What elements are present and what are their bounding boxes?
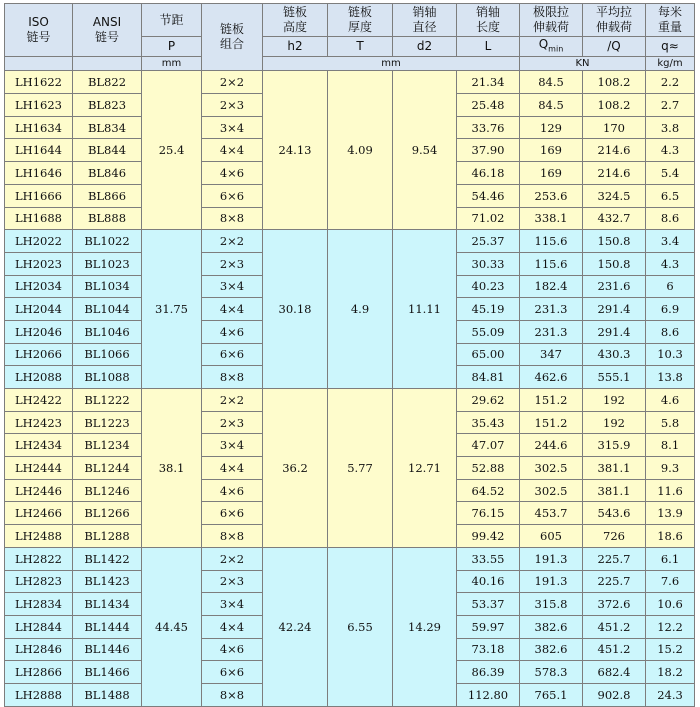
iso-chain-number: LH1634: [5, 116, 73, 139]
qmin-sub: min: [548, 44, 564, 54]
iso-chain-number: LH2866: [5, 661, 73, 684]
average-load-value: 192: [583, 389, 646, 412]
weight-value: 6: [646, 275, 695, 298]
plate-combination: 6×6: [202, 502, 263, 525]
ansi-chain-number: BL846: [73, 162, 142, 185]
header-iso: ISO 链号: [5, 4, 73, 57]
header-average-load-symbol: /Q: [583, 37, 646, 57]
plate-combination: 2×2: [202, 547, 263, 570]
pin-length-value: 84.81: [457, 366, 520, 389]
plate-combination: 6×6: [202, 343, 263, 366]
weight-value: 13.9: [646, 502, 695, 525]
weight-value: 7.6: [646, 570, 695, 593]
pin-length-value: 47.07: [457, 434, 520, 457]
ansi-chain-number: BL1422: [73, 547, 142, 570]
ansi-chain-number: BL834: [73, 116, 142, 139]
header-pitch: 节距: [142, 4, 202, 37]
average-load-value: 430.3: [583, 343, 646, 366]
plate-combination: 2×3: [202, 411, 263, 434]
ultimate-load-value: 84.5: [520, 94, 583, 117]
plate-combination: 2×3: [202, 94, 263, 117]
average-load-value: 291.4: [583, 298, 646, 321]
iso-chain-number: LH2844: [5, 615, 73, 638]
ansi-chain-number: BL1223: [73, 411, 142, 434]
ultimate-load-value: 244.6: [520, 434, 583, 457]
pin-length-value: 33.76: [457, 116, 520, 139]
average-load-value: 231.6: [583, 275, 646, 298]
ultimate-load-value: 315.8: [520, 593, 583, 616]
pitch-value: 38.1: [142, 389, 202, 548]
ansi-chain-number: BL822: [73, 71, 142, 94]
average-load-value: 451.2: [583, 638, 646, 661]
ultimate-load-value: 765.1: [520, 683, 583, 706]
plate-combination: 3×4: [202, 593, 263, 616]
plate-thickness-value: 5.77: [328, 389, 393, 548]
ansi-chain-number: BL1444: [73, 615, 142, 638]
plate-combination: 6×6: [202, 661, 263, 684]
pin-length-value: 55.09: [457, 320, 520, 343]
header-plate-height: 链板 高度: [263, 4, 328, 37]
weight-value: 5.4: [646, 162, 695, 185]
pitch-value: 25.4: [142, 71, 202, 230]
header-unit-empty-ansi: [73, 57, 142, 71]
pin-length-value: 37.90: [457, 139, 520, 162]
weight-value: 3.4: [646, 230, 695, 253]
plate-combination: 4×4: [202, 298, 263, 321]
header-ultimate-load: 极限拉 伸载荷: [520, 4, 583, 37]
iso-chain-number: LH2846: [5, 638, 73, 661]
weight-value: 2.2: [646, 71, 695, 94]
header-weight: 每米 重量: [646, 4, 695, 37]
pin-length-value: 21.34: [457, 71, 520, 94]
weight-value: 18.6: [646, 525, 695, 548]
plate-combination: 4×4: [202, 457, 263, 480]
plate-height-value: 30.18: [263, 230, 328, 389]
header-pitch-symbol: P: [142, 37, 202, 57]
average-load-value: 543.6: [583, 502, 646, 525]
pin-length-value: 45.19: [457, 298, 520, 321]
ansi-chain-number: BL1423: [73, 570, 142, 593]
pin-length-value: 35.43: [457, 411, 520, 434]
header-ansi: ANSI 链号: [73, 4, 142, 57]
iso-chain-number: LH2046: [5, 320, 73, 343]
header-weight-symbol: q≈: [646, 37, 695, 57]
ansi-chain-number: BL1244: [73, 457, 142, 480]
ultimate-load-value: 382.6: [520, 615, 583, 638]
plate-combination: 8×8: [202, 525, 263, 548]
iso-chain-number: LH1666: [5, 184, 73, 207]
header-pin-diameter-symbol: d2: [393, 37, 457, 57]
plate-height-value: 42.24: [263, 547, 328, 706]
pin-length-value: 59.97: [457, 615, 520, 638]
average-load-value: 451.2: [583, 615, 646, 638]
ansi-chain-number: BL1234: [73, 434, 142, 457]
weight-value: 11.6: [646, 479, 695, 502]
iso-chain-number: LH2022: [5, 230, 73, 253]
average-load-value: 682.4: [583, 661, 646, 684]
ultimate-load-value: 115.6: [520, 252, 583, 275]
ansi-chain-number: BL1066: [73, 343, 142, 366]
ultimate-load-value: 453.7: [520, 502, 583, 525]
plate-height-value: 36.2: [263, 389, 328, 548]
weight-value: 5.8: [646, 411, 695, 434]
plate-combination: 3×4: [202, 275, 263, 298]
pin-length-value: 40.16: [457, 570, 520, 593]
pin-length-value: 65.00: [457, 343, 520, 366]
pin-length-value: 30.33: [457, 252, 520, 275]
header-kn-unit: KN: [520, 57, 646, 71]
pin-length-value: 76.15: [457, 502, 520, 525]
plate-combination: 2×2: [202, 389, 263, 412]
pitch-value: 31.75: [142, 230, 202, 389]
table-row: [5, 71, 695, 94]
weight-value: 13.8: [646, 366, 695, 389]
average-load-value: 170: [583, 116, 646, 139]
ansi-chain-number: BL866: [73, 184, 142, 207]
ultimate-load-value: 182.4: [520, 275, 583, 298]
ultimate-load-value: 347: [520, 343, 583, 366]
header-plate-thickness: 链板 厚度: [328, 4, 393, 37]
average-load-value: 324.5: [583, 184, 646, 207]
average-load-value: 432.7: [583, 207, 646, 230]
plate-combination: 2×3: [202, 252, 263, 275]
plate-thickness-value: 4.09: [328, 71, 393, 230]
pin-length-value: 29.62: [457, 389, 520, 412]
plate-combination: 2×3: [202, 570, 263, 593]
pin-length-value: 99.42: [457, 525, 520, 548]
average-load-value: 214.6: [583, 162, 646, 185]
pin-length-value: 40.23: [457, 275, 520, 298]
iso-chain-number: LH2088: [5, 366, 73, 389]
iso-chain-number: LH2834: [5, 593, 73, 616]
average-load-value: 225.7: [583, 570, 646, 593]
pin-length-value: 25.37: [457, 230, 520, 253]
plate-combination: 4×6: [202, 320, 263, 343]
iso-chain-number: LH2446: [5, 479, 73, 502]
iso-chain-number: LH2466: [5, 502, 73, 525]
ansi-chain-number: BL1034: [73, 275, 142, 298]
header-mm-unit: mm: [263, 57, 520, 71]
weight-value: 4.3: [646, 252, 695, 275]
iso-chain-number: LH1646: [5, 162, 73, 185]
header-average-load: 平均拉 伸载荷: [583, 4, 646, 37]
plate-combination: 4×6: [202, 479, 263, 502]
ansi-chain-number: BL844: [73, 139, 142, 162]
ultimate-load-value: 191.3: [520, 570, 583, 593]
average-load-value: 150.8: [583, 252, 646, 275]
average-load-value: 555.1: [583, 366, 646, 389]
table-body: [5, 71, 695, 706]
plate-combination: 4×4: [202, 615, 263, 638]
weight-value: 6.1: [646, 547, 695, 570]
plate-combination: 8×8: [202, 366, 263, 389]
ansi-chain-number: BL888: [73, 207, 142, 230]
average-load-value: 726: [583, 525, 646, 548]
qmin-q: Q: [538, 37, 549, 51]
chain-spec-table: [4, 3, 695, 707]
iso-chain-number: LH2488: [5, 525, 73, 548]
ansi-chain-number: BL1246: [73, 479, 142, 502]
ultimate-load-value: 302.5: [520, 457, 583, 480]
iso-chain-number: LH2034: [5, 275, 73, 298]
plate-combination: 8×8: [202, 683, 263, 706]
ultimate-load-value: 231.3: [520, 320, 583, 343]
iso-chain-number: LH2822: [5, 547, 73, 570]
average-load-value: 291.4: [583, 320, 646, 343]
pin-diameter-value: 9.54: [393, 71, 457, 230]
pin-diameter-value: 14.29: [393, 547, 457, 706]
weight-value: 4.6: [646, 389, 695, 412]
header-pin-length-symbol: L: [457, 37, 520, 57]
pin-diameter-value: 11.11: [393, 230, 457, 389]
iso-chain-number: LH2044: [5, 298, 73, 321]
weight-value: 6.5: [646, 184, 695, 207]
ultimate-load-value: 129: [520, 116, 583, 139]
plate-combination: 2×2: [202, 71, 263, 94]
average-load-value: 108.2: [583, 71, 646, 94]
pin-diameter-value: 12.71: [393, 389, 457, 548]
iso-chain-number: LH1644: [5, 139, 73, 162]
header-plate-height-symbol: h2: [263, 37, 328, 57]
iso-chain-number: LH1622: [5, 71, 73, 94]
header-pin-diameter: 销轴 直径: [393, 4, 457, 37]
ultimate-load-value: 151.2: [520, 389, 583, 412]
plate-combination: 4×6: [202, 638, 263, 661]
ultimate-load-value: 191.3: [520, 547, 583, 570]
weight-value: 24.3: [646, 683, 695, 706]
plate-combination: 3×4: [202, 434, 263, 457]
ansi-chain-number: BL1022: [73, 230, 142, 253]
iso-chain-number: LH2823: [5, 570, 73, 593]
pitch-value: 44.45: [142, 547, 202, 706]
header-pin-length: 销轴 长度: [457, 4, 520, 37]
ansi-chain-number: BL1446: [73, 638, 142, 661]
ansi-chain-number: BL1288: [73, 525, 142, 548]
pin-length-value: 73.18: [457, 638, 520, 661]
header-ultimate-load-symbol: [520, 37, 583, 57]
average-load-value: 108.2: [583, 94, 646, 117]
ultimate-load-value: 605: [520, 525, 583, 548]
weight-value: 10.3: [646, 343, 695, 366]
pin-length-value: 71.02: [457, 207, 520, 230]
iso-chain-number: LH1623: [5, 94, 73, 117]
iso-chain-number: LH2023: [5, 252, 73, 275]
average-load-value: 372.6: [583, 593, 646, 616]
header-unit-empty-iso: [5, 57, 73, 71]
pin-length-value: 53.37: [457, 593, 520, 616]
iso-chain-number: LH1688: [5, 207, 73, 230]
ultimate-load-value: 169: [520, 162, 583, 185]
ultimate-load-value: 84.5: [520, 71, 583, 94]
pin-length-value: 86.39: [457, 661, 520, 684]
pin-length-value: 25.48: [457, 94, 520, 117]
ansi-chain-number: BL1222: [73, 389, 142, 412]
ultimate-load-value: 382.6: [520, 638, 583, 661]
weight-value: 12.2: [646, 615, 695, 638]
header-kgm-unit: kg/m: [646, 57, 695, 71]
average-load-value: 381.1: [583, 479, 646, 502]
weight-value: 2.7: [646, 94, 695, 117]
ansi-chain-number: BL1023: [73, 252, 142, 275]
ansi-chain-number: BL1434: [73, 593, 142, 616]
ultimate-load-value: 169: [520, 139, 583, 162]
ultimate-load-value: 302.5: [520, 479, 583, 502]
weight-value: 8.1: [646, 434, 695, 457]
plate-combination: 8×8: [202, 207, 263, 230]
plate-height-value: 24.13: [263, 71, 328, 230]
weight-value: 3.8: [646, 116, 695, 139]
weight-value: 8.6: [646, 320, 695, 343]
weight-value: 15.2: [646, 638, 695, 661]
weight-value: 4.3: [646, 139, 695, 162]
plate-combination: 6×6: [202, 184, 263, 207]
iso-chain-number: LH2422: [5, 389, 73, 412]
ansi-chain-number: BL823: [73, 94, 142, 117]
pin-length-value: 46.18: [457, 162, 520, 185]
table-row: [5, 547, 695, 570]
ansi-chain-number: BL1266: [73, 502, 142, 525]
ansi-chain-number: BL1044: [73, 298, 142, 321]
average-load-value: 381.1: [583, 457, 646, 480]
pin-length-value: 52.88: [457, 457, 520, 480]
ultimate-load-value: 338.1: [520, 207, 583, 230]
average-load-value: 214.6: [583, 139, 646, 162]
weight-value: 10.6: [646, 593, 695, 616]
weight-value: 6.9: [646, 298, 695, 321]
ultimate-load-value: 151.2: [520, 411, 583, 434]
iso-chain-number: LH2434: [5, 434, 73, 457]
plate-thickness-value: 4.9: [328, 230, 393, 389]
plate-combination: 4×6: [202, 162, 263, 185]
weight-value: 18.2: [646, 661, 695, 684]
weight-value: 9.3: [646, 457, 695, 480]
iso-chain-number: LH2423: [5, 411, 73, 434]
pin-length-value: 112.80: [457, 683, 520, 706]
iso-chain-number: LH2888: [5, 683, 73, 706]
average-load-value: 315.9: [583, 434, 646, 457]
iso-chain-number: LH2444: [5, 457, 73, 480]
table-row: [5, 389, 695, 412]
average-load-value: 902.8: [583, 683, 646, 706]
average-load-value: 150.8: [583, 230, 646, 253]
header-plate-combo: 链板 组合: [202, 4, 263, 71]
pin-length-value: 64.52: [457, 479, 520, 502]
ansi-chain-number: BL1088: [73, 366, 142, 389]
ultimate-load-value: 578.3: [520, 661, 583, 684]
header-pitch-unit: mm: [142, 57, 202, 71]
ansi-chain-number: BL1488: [73, 683, 142, 706]
ansi-chain-number: BL1466: [73, 661, 142, 684]
table-row: [5, 230, 695, 253]
plate-combination: 3×4: [202, 116, 263, 139]
ultimate-load-value: 462.6: [520, 366, 583, 389]
plate-combination: 2×2: [202, 230, 263, 253]
pin-length-value: 54.46: [457, 184, 520, 207]
average-load-value: 192: [583, 411, 646, 434]
ultimate-load-value: 115.6: [520, 230, 583, 253]
ansi-chain-number: BL1046: [73, 320, 142, 343]
header-plate-thickness-symbol: T: [328, 37, 393, 57]
plate-combination: 4×4: [202, 139, 263, 162]
plate-thickness-value: 6.55: [328, 547, 393, 706]
average-load-value: 225.7: [583, 547, 646, 570]
weight-value: 8.6: [646, 207, 695, 230]
ultimate-load-value: 253.6: [520, 184, 583, 207]
iso-chain-number: LH2066: [5, 343, 73, 366]
pin-length-value: 33.55: [457, 547, 520, 570]
ultimate-load-value: 231.3: [520, 298, 583, 321]
